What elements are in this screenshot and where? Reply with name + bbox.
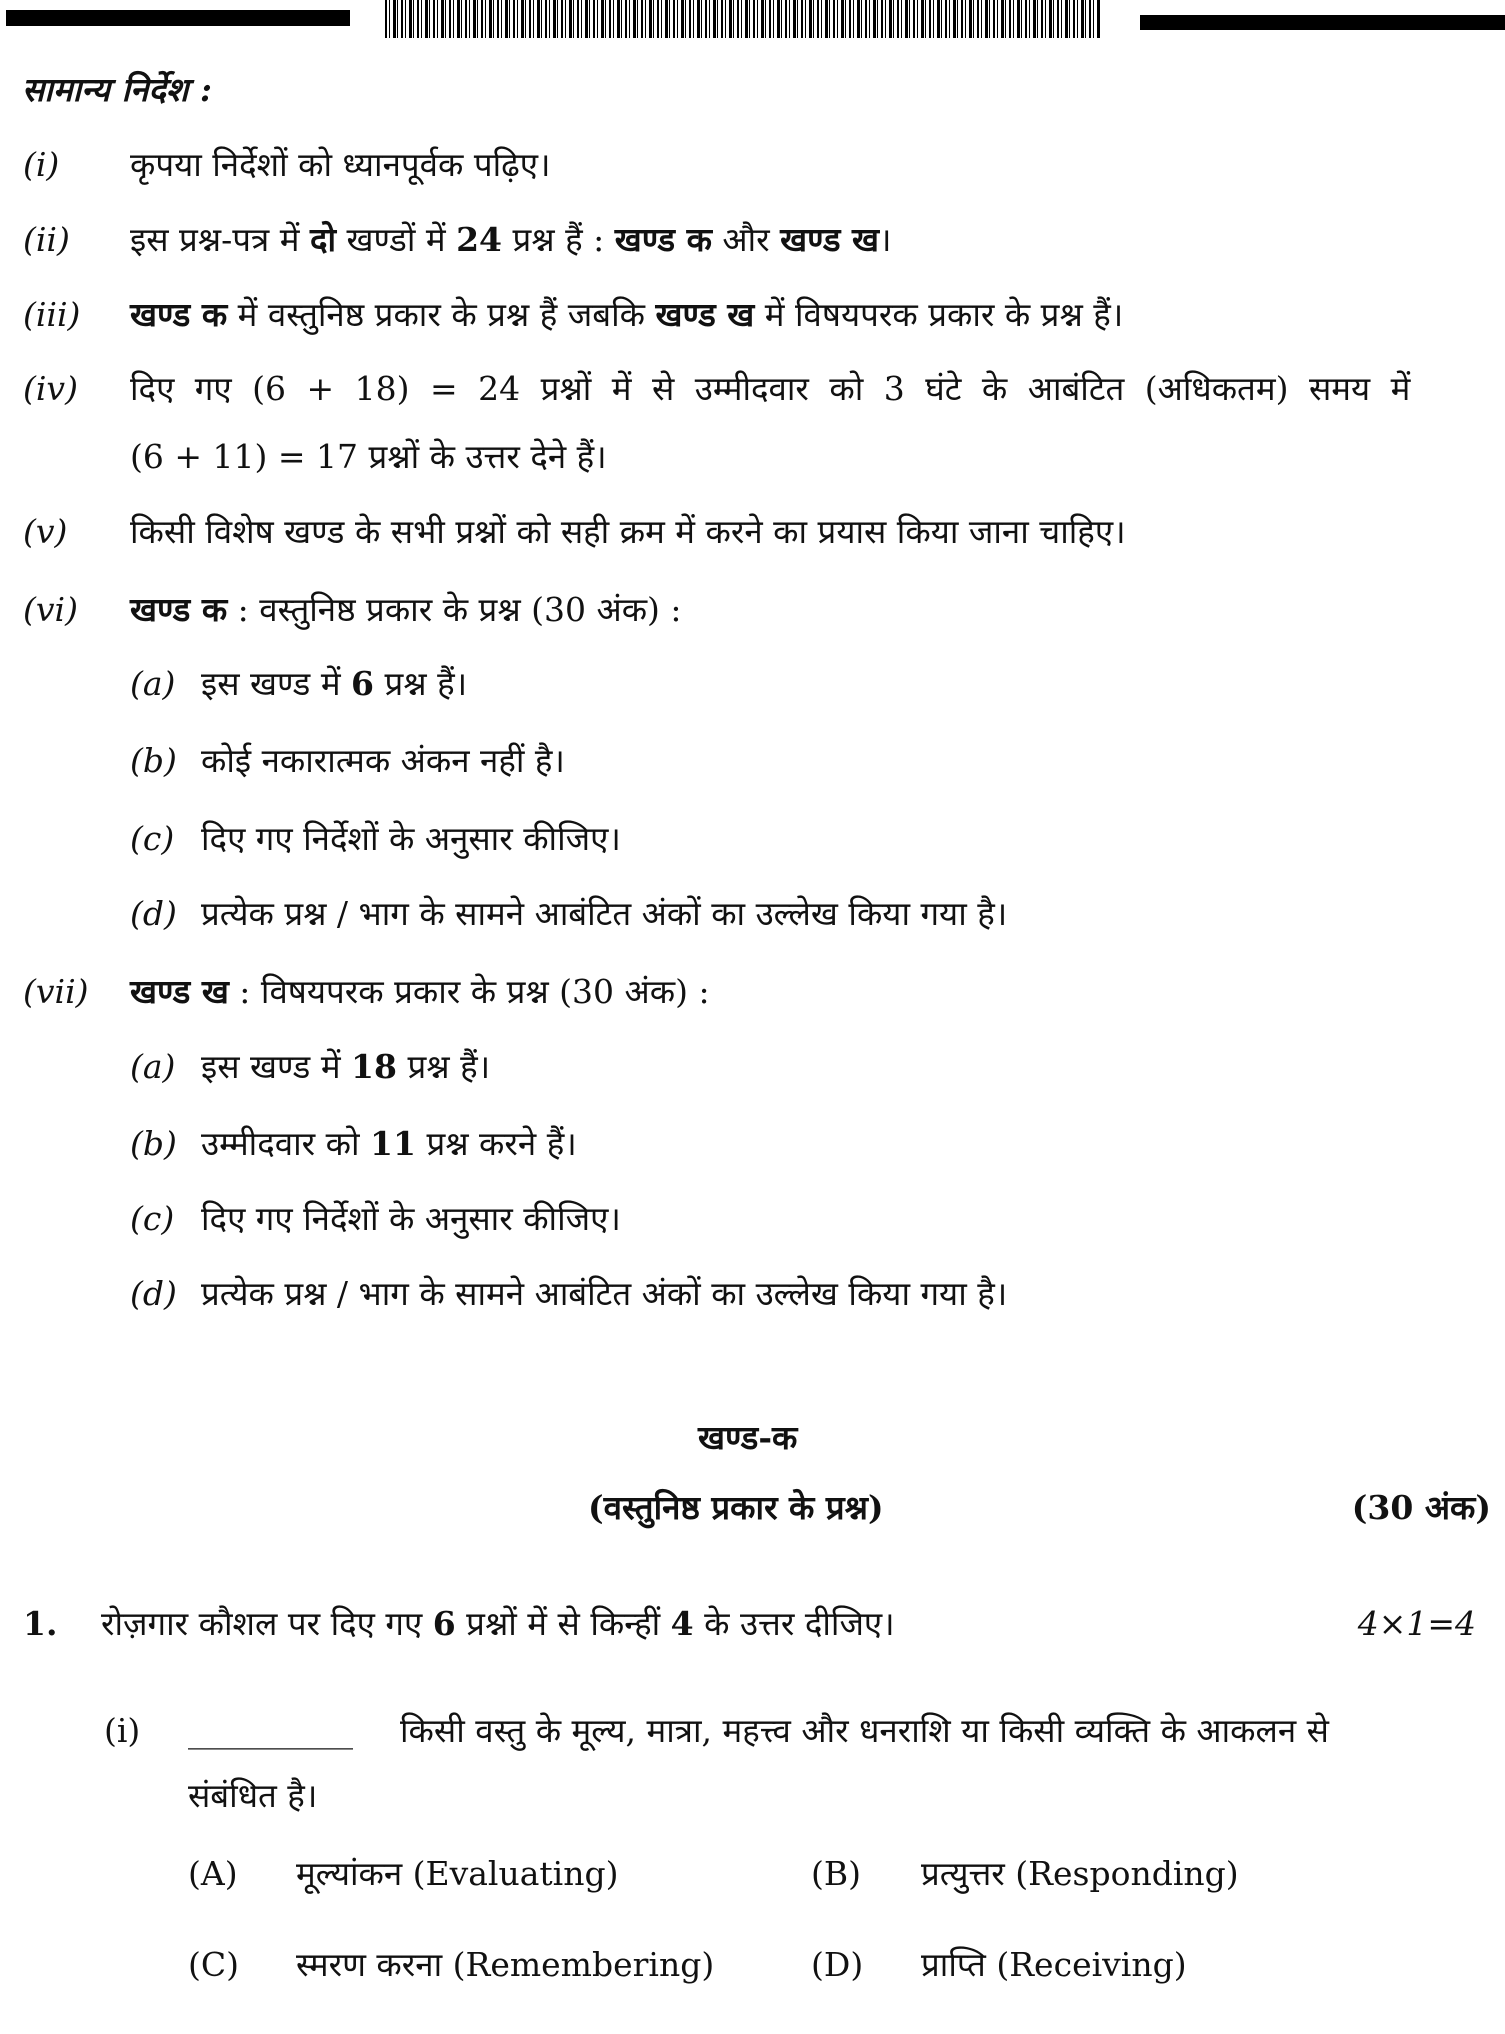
- text-segment: और: [711, 220, 781, 259]
- header-bar-left: [6, 10, 350, 26]
- sub-instruction-number: (a): [130, 664, 176, 703]
- sub-instruction-number: (d): [130, 894, 177, 933]
- text-segment: प्रत्येक प्रश्न / भाग के सामने आबंटित अंकों का उल्लेख किया गया है।: [201, 894, 1008, 933]
- text-segment: प्रत्येक प्रश्न / भाग के सामने आबंटित अंकों का उल्लेख किया गया है।: [201, 1274, 1008, 1313]
- instruction-text: [130, 437, 607, 477]
- text-segment: : वस्तुनिष्ठ प्रकार के प्रश्न (30 अंक) :: [227, 590, 682, 629]
- sub-instruction-text: [201, 1199, 621, 1239]
- bold-text: 11: [370, 1124, 416, 1163]
- text-segment: दिए गए (6 + 18) = 24 प्रश्नों में से उम्मीदवार को 3 घंटे के आबंटित (अधिकतम) समय में: [130, 369, 1411, 408]
- sub-instruction-number: (b): [130, 1124, 177, 1163]
- subquestion-text-line2: संबंधित है।: [188, 1776, 318, 1815]
- sub-instruction-number: (a): [130, 1047, 176, 1086]
- instruction-number: (v): [23, 512, 68, 551]
- instruction-number: (vii): [23, 972, 89, 1011]
- question-text: [101, 1604, 895, 1644]
- sub-instruction-text: [201, 819, 621, 859]
- text-segment: इस प्रश्न-पत्र में: [130, 220, 310, 259]
- instruction-number: (vi): [23, 590, 78, 629]
- instruction-number: (ii): [23, 220, 70, 259]
- sub-instruction-text: [201, 664, 467, 704]
- bold-text: दो: [309, 220, 337, 259]
- text-segment: रोज़गार कौशल पर दिए गए: [101, 1604, 433, 1643]
- instruction-number: (i): [23, 145, 60, 184]
- text-segment: प्रश्न हैं।: [374, 664, 468, 703]
- option-a-text: मूल्यांकन (Evaluating): [296, 1854, 619, 1893]
- barcode: [385, 0, 1100, 38]
- bold-text: 6: [432, 1604, 456, 1643]
- instruction-text: [130, 972, 710, 1012]
- header-bar-right: [1140, 15, 1505, 30]
- sub-instruction-number: (d): [130, 1274, 177, 1313]
- text-segment: प्रश्नों में से किन्हीं: [455, 1604, 671, 1643]
- instruction-number: (iii): [23, 295, 81, 334]
- bold-text: खण्ड क: [130, 295, 228, 334]
- sub-instruction-text: [201, 894, 1007, 934]
- sub-instruction-number: (c): [130, 1199, 175, 1238]
- instruction-number: (iv): [23, 369, 78, 408]
- bold-text: खण्ड ख: [655, 295, 755, 334]
- instruction-text: [130, 295, 1123, 335]
- sub-instruction-text: [201, 1274, 1007, 1314]
- sub-instruction-number: (b): [130, 741, 177, 780]
- option-c-text: स्मरण करना (Remembering): [296, 1945, 715, 1984]
- text-segment: ।: [878, 220, 892, 259]
- bold-text: 24: [456, 220, 503, 259]
- option-d-text: प्राप्ति (Receiving): [921, 1945, 1187, 1984]
- sub-instruction-text: [201, 741, 565, 781]
- text-segment: कोई नकारात्मक अंकन नहीं है।: [201, 741, 565, 780]
- bold-text: 6: [351, 664, 375, 703]
- option-d-label: (D): [811, 1945, 864, 1984]
- text-segment: किसी विशेष खण्ड के सभी प्रश्नों को सही क्रम में करने का प्रयास किया जाना चाहिए।: [130, 512, 1126, 551]
- sub-instruction-text: [201, 1124, 577, 1164]
- option-b-label: (B): [811, 1854, 861, 1893]
- text-segment: दिए गए निर्देशों के अनुसार कीजिए।: [201, 819, 621, 858]
- text-segment: दिए गए निर्देशों के अनुसार कीजिए।: [201, 1199, 621, 1238]
- option-b-text: प्रत्युत्तर (Responding): [921, 1854, 1239, 1893]
- text-segment: इस खण्ड में: [201, 1047, 352, 1086]
- text-segment: खण्डों में: [336, 220, 457, 259]
- question-marks: 4×1=4: [1357, 1604, 1476, 1643]
- option-a-label: (A): [188, 1854, 238, 1893]
- instruction-text: [130, 369, 1410, 409]
- instruction-text: [130, 220, 892, 260]
- bold-text: खण्ड क: [614, 220, 712, 259]
- text-segment: में विषयपरक प्रकार के प्रश्न हैं।: [754, 295, 1124, 334]
- text-segment: : विषयपरक प्रकार के प्रश्न (30 अंक) :: [228, 972, 710, 1011]
- bold-text: 18: [351, 1047, 397, 1086]
- sub-instruction-number: (c): [130, 819, 175, 858]
- bold-text: खण्ड ख: [780, 220, 879, 259]
- text-segment: के उत्तर दीजिए।: [693, 1604, 895, 1643]
- instruction-text: [130, 145, 550, 185]
- bold-text: खण्ड क: [130, 590, 228, 629]
- bold-text: 4: [670, 1604, 694, 1643]
- text-segment: प्रश्न करने हैं।: [415, 1124, 577, 1163]
- option-c-label: (C): [188, 1945, 239, 1984]
- fill-blank: __________: [188, 1711, 353, 1750]
- instruction-text: [130, 590, 682, 630]
- text-segment: प्रश्न हैं :: [502, 220, 615, 259]
- section-subtitle: (वस्तुनिष्ठ प्रकार के प्रश्न): [588, 1488, 884, 1527]
- subquestion-text-line1: किसी वस्तु के मूल्य, मात्रा, महत्त्व और धनराशि या किसी व्यक्ति के आकलन से: [400, 1711, 1329, 1750]
- question-number: 1.: [23, 1604, 58, 1643]
- subquestion-number: (i): [104, 1711, 141, 1750]
- instruction-text: [130, 512, 1126, 552]
- text-segment: में वस्तुनिष्ठ प्रकार के प्रश्न हैं जबकि: [227, 295, 656, 334]
- text-segment: उम्मीदवार को: [201, 1124, 371, 1163]
- text-segment: कृपया निर्देशों को ध्यानपूर्वक पढ़िए।: [130, 145, 551, 184]
- instructions-heading: सामान्य निर्देश :: [22, 70, 212, 109]
- sub-instruction-text: [201, 1047, 490, 1087]
- section-marks: (30 अंक): [1351, 1488, 1491, 1527]
- text-segment: प्रश्न हैं।: [396, 1047, 491, 1086]
- section-title: खण्ड-क: [698, 1418, 798, 1457]
- bold-text: खण्ड ख: [130, 972, 229, 1011]
- text-segment: (6 + 11) = 17 प्रश्नों के उत्तर देने हैं।: [130, 437, 607, 476]
- text-segment: इस खण्ड में: [201, 664, 352, 703]
